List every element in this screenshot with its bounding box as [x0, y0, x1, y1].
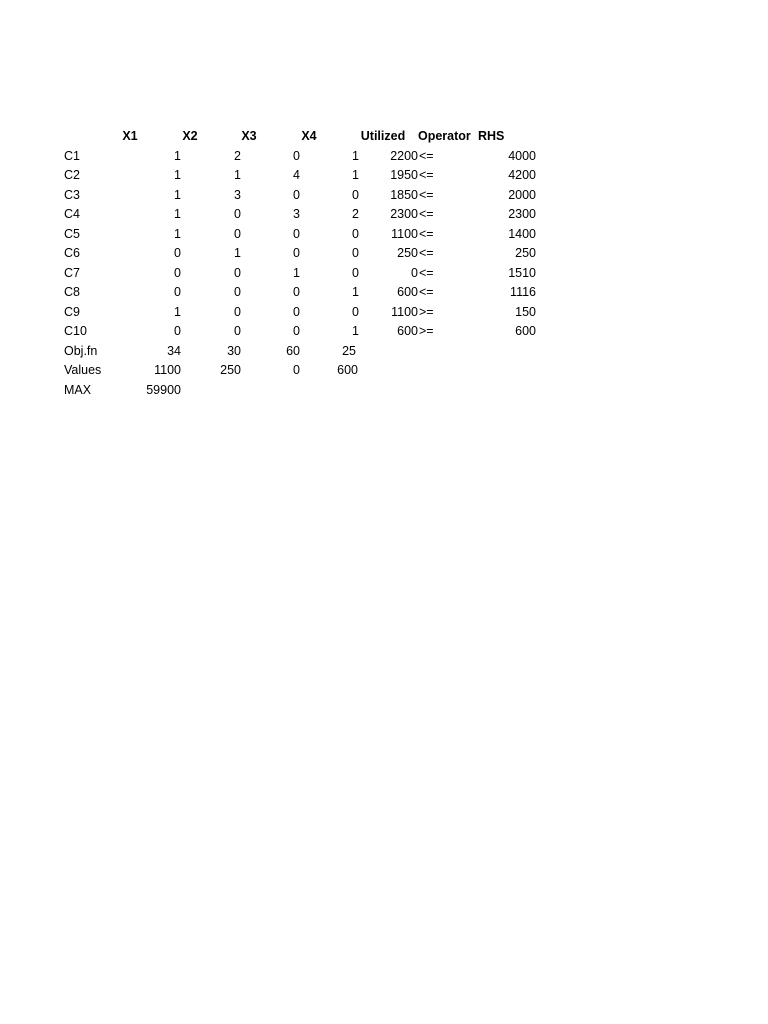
- operator: <=: [419, 265, 434, 280]
- x1-coef: 0: [174, 246, 181, 260]
- header-rhs: RHS: [478, 129, 505, 143]
- x4-coef: 0: [352, 304, 359, 319]
- x3-coef: 3: [293, 207, 300, 221]
- x2-coef: 0: [234, 207, 241, 221]
- x2-coef: 0: [234, 285, 241, 299]
- header-x1: X1: [122, 129, 138, 143]
- x2-coef: 1: [234, 246, 241, 260]
- constraint-label: C7: [64, 265, 80, 280]
- values-label: Values: [64, 363, 102, 377]
- rhs-value: 600: [515, 324, 536, 338]
- x2-coef: 0: [234, 265, 241, 280]
- utilized-value: 1100: [391, 304, 418, 319]
- max-value: 59900: [146, 382, 181, 397]
- x3-coef: 0: [293, 148, 300, 163]
- operator: <=: [419, 187, 434, 202]
- x1-coef: 1: [174, 207, 181, 221]
- header-x3: X3: [241, 129, 257, 143]
- operator: <=: [419, 246, 434, 260]
- x2-coef: 1: [234, 168, 241, 182]
- operator: >=: [419, 304, 434, 319]
- constraint-label: C4: [64, 207, 80, 221]
- objective-coef: 25: [342, 343, 356, 358]
- decision-value: 1100: [154, 363, 181, 377]
- objective-coef: 60: [286, 343, 300, 358]
- rhs-value: 150: [515, 304, 536, 319]
- constraint-label: C3: [64, 187, 80, 202]
- utilized-value: 1850: [390, 187, 418, 202]
- rhs-value: 1510: [508, 265, 536, 280]
- x1-coef: 1: [174, 148, 181, 163]
- operator: >=: [419, 324, 434, 338]
- header-operator: Operator: [418, 129, 471, 143]
- x1-coef: 1: [174, 226, 181, 241]
- x4-coef: 1: [352, 324, 359, 338]
- objective-coef: 30: [227, 343, 241, 358]
- utilized-value: 600: [397, 285, 418, 299]
- x4-coef: 1: [352, 285, 359, 299]
- rhs-value: 2300: [508, 207, 536, 221]
- x4-coef: 0: [352, 187, 359, 202]
- x3-coef: 0: [293, 324, 300, 338]
- decision-value: 250: [220, 363, 241, 377]
- objective-label: Obj.fn: [64, 343, 98, 358]
- operator: <=: [419, 285, 434, 299]
- constraint-label: C2: [64, 168, 80, 182]
- constraint-label: C8: [64, 285, 80, 299]
- utilized-value: 1100: [391, 226, 418, 241]
- header-utilized: Utilized: [360, 129, 406, 143]
- header-x4: X4: [301, 129, 317, 143]
- decision-value: 600: [337, 363, 358, 377]
- utilized-value: 250: [397, 246, 418, 260]
- x2-coef: 2: [234, 148, 241, 163]
- x4-coef: 0: [352, 226, 359, 241]
- operator: <=: [419, 148, 434, 163]
- constraint-label: C9: [64, 304, 80, 319]
- constraint-label: C5: [64, 226, 80, 241]
- x4-coef: 0: [352, 265, 359, 280]
- rhs-value: 250: [515, 246, 536, 260]
- rhs-value: 4200: [508, 168, 536, 182]
- x3-coef: 0: [293, 246, 300, 260]
- x2-coef: 0: [234, 304, 241, 319]
- x3-coef: 0: [293, 285, 300, 299]
- operator: <=: [419, 207, 434, 221]
- rhs-value: 1116: [510, 285, 536, 299]
- x3-coef: 0: [293, 304, 300, 319]
- objective-coef: 34: [167, 343, 181, 358]
- x3-coef: 0: [293, 226, 300, 241]
- rhs-value: 4000: [508, 148, 536, 163]
- utilized-value: 1950: [390, 168, 418, 182]
- x4-coef: 1: [352, 168, 359, 182]
- x4-coef: 1: [352, 148, 359, 163]
- x4-coef: 2: [352, 207, 359, 221]
- x2-coef: 0: [234, 324, 241, 338]
- header-x2: X2: [182, 129, 198, 143]
- constraint-label: C10: [64, 324, 87, 338]
- max-label: MAX: [64, 382, 92, 397]
- x3-coef: 1: [293, 265, 300, 280]
- decision-value: 0: [293, 363, 300, 377]
- rhs-value: 1400: [508, 226, 536, 241]
- constraint-label: C6: [64, 246, 80, 260]
- x1-coef: 0: [174, 265, 181, 280]
- header-corner: [64, 127, 104, 147]
- x3-coef: 4: [293, 168, 300, 182]
- utilized-value: 2200: [390, 148, 418, 163]
- utilized-value: 2300: [390, 207, 418, 221]
- x1-coef: 1: [174, 304, 181, 319]
- x4-coef: 0: [352, 246, 359, 260]
- x1-coef: 1: [174, 168, 181, 182]
- operator: <=: [419, 226, 434, 241]
- constraint-label: C1: [64, 148, 80, 163]
- operator: <=: [419, 168, 434, 182]
- x2-coef: 0: [234, 226, 241, 241]
- x1-coef: 1: [174, 187, 181, 202]
- utilized-value: 0: [411, 265, 418, 280]
- rhs-value: 2000: [508, 187, 536, 202]
- x2-coef: 3: [234, 187, 241, 202]
- x3-coef: 0: [293, 187, 300, 202]
- x1-coef: 0: [174, 285, 181, 299]
- utilized-value: 600: [397, 324, 418, 338]
- x1-coef: 0: [174, 324, 181, 338]
